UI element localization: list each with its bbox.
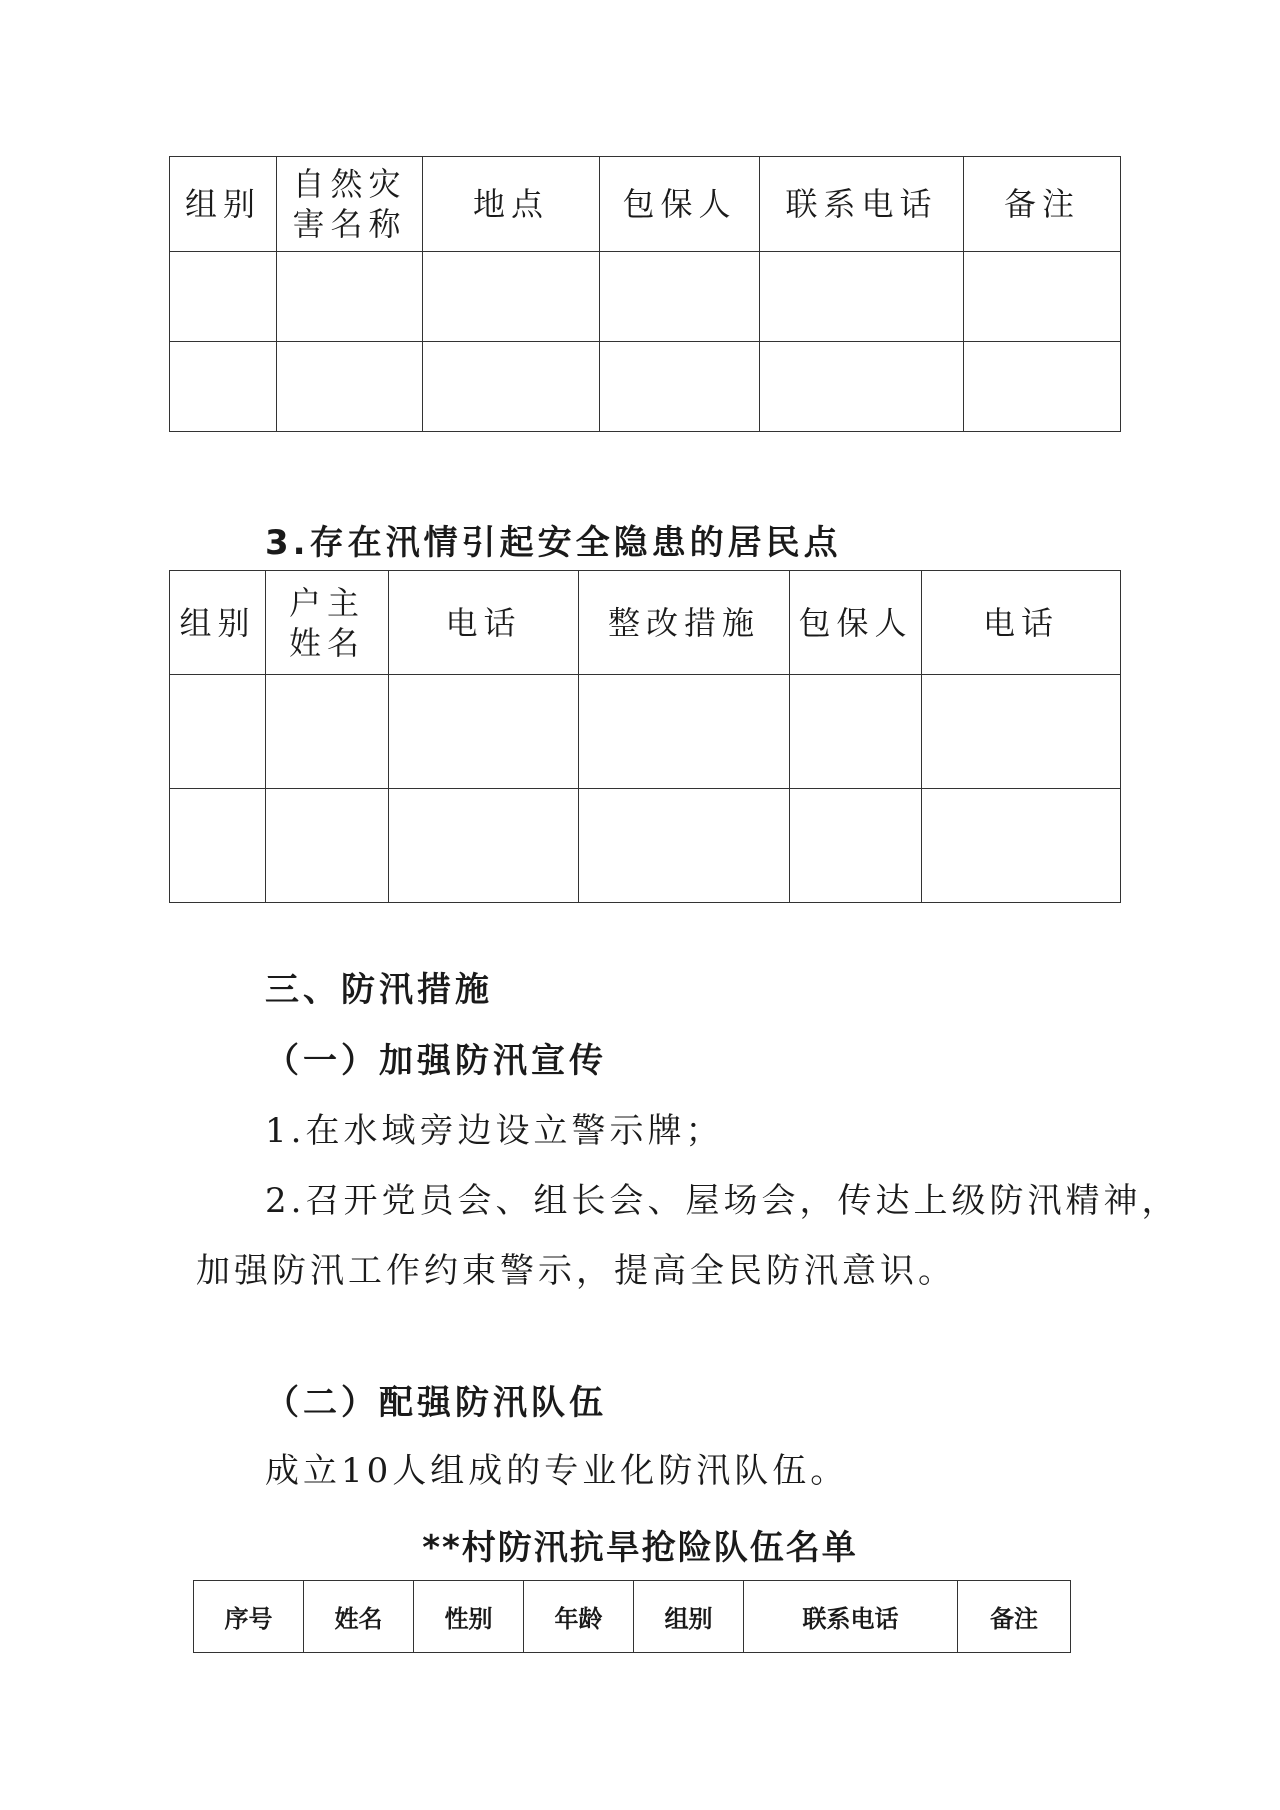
header-cell: 组别 — [170, 157, 277, 252]
header-cell: 联系电话 — [744, 1581, 958, 1653]
paragraph: 成立10人组成的专业化防汛队伍。 — [265, 1451, 849, 1491]
roster-title: **村防汛抗旱抢险队伍名单 — [422, 1528, 858, 1568]
list-item: 1.在水域旁边设立警示牌； — [265, 1111, 724, 1151]
header-cell: 整改措施 — [579, 571, 790, 675]
disaster-table — [169, 156, 1121, 432]
table-row — [170, 675, 1121, 789]
header-cell: 备注 — [964, 157, 1121, 252]
section-title: 3.存在汛情引起安全隐患的居民点 — [265, 523, 842, 563]
roster-table — [193, 1580, 1071, 1653]
header-cell: 包保人 — [790, 571, 922, 675]
header-cell — [277, 157, 423, 252]
header-cell: 备注 — [958, 1581, 1071, 1653]
header-cell: 组别 — [634, 1581, 744, 1653]
header-cell-line: 害名称 — [292, 205, 407, 243]
header-cell — [266, 571, 389, 675]
header-cell: 姓名 — [304, 1581, 414, 1653]
header-cell-line: 户主 — [288, 583, 365, 622]
header-cell: 序号 — [194, 1581, 304, 1653]
residence-table — [169, 570, 1121, 903]
header-cell: 电话 — [922, 571, 1121, 675]
table-row — [170, 252, 1121, 342]
subsection-title: （一）加强防汛宣传 — [265, 1041, 607, 1081]
header-cell: 联系电话 — [760, 157, 964, 252]
header-cell: 电话 — [389, 571, 579, 675]
header-cell: 组别 — [170, 571, 266, 675]
measures-heading: 三、防汛措施 — [265, 970, 493, 1010]
list-item-continuation: 加强防汛工作约束警示，提高全民防汛意识。 — [196, 1251, 956, 1291]
header-cell: 包保人 — [600, 157, 760, 252]
header-cell: 地点 — [423, 157, 600, 252]
header-cell-line: 自然灾 — [292, 165, 407, 203]
header-cell: 年龄 — [524, 1581, 634, 1653]
header-cell-line: 姓名 — [288, 623, 365, 662]
subsection-title: （二）配强防汛队伍 — [265, 1383, 607, 1423]
table-row — [170, 342, 1121, 432]
list-item: 2.召开党员会、组长会、屋场会，传达上级防汛精神， — [265, 1181, 1180, 1221]
table-row — [170, 789, 1121, 903]
header-cell: 性别 — [414, 1581, 524, 1653]
